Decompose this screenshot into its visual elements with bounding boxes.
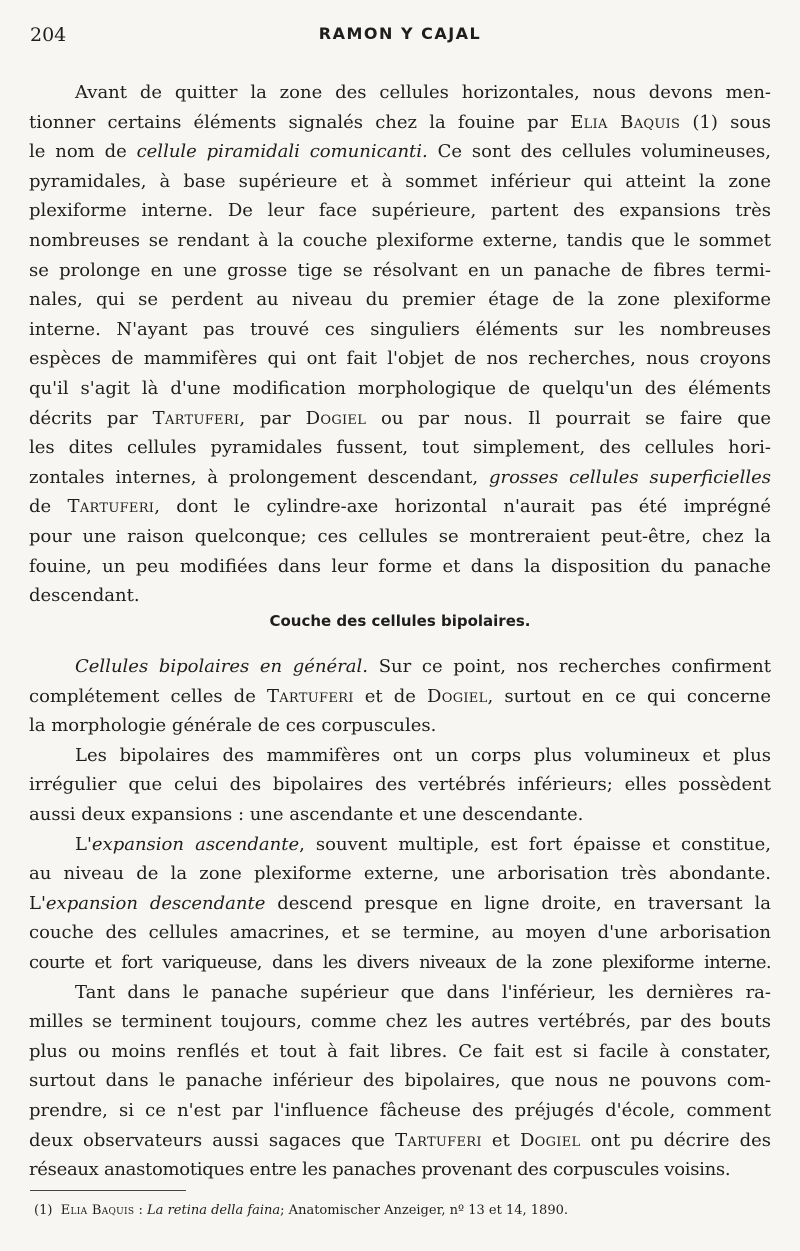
author-name: Tartuferi	[67, 496, 155, 518]
text-line: la morphologie générale de ces corpuscules.	[29, 715, 437, 737]
text-line: nales, qui se perdent au niveau du premier étage de la zone plexiforme	[29, 289, 771, 311]
text-run: ou par nous. Il pourrait se faire que	[366, 407, 771, 429]
text-line: milles se terminent toujours, comme chez les autres vertébrés, par des bouts	[29, 1011, 771, 1033]
text-run: le nom de	[29, 141, 137, 163]
page-header	[30, 24, 770, 50]
text-run: et de	[353, 685, 427, 707]
text-line: Avant de quitter la zone des cellules horizontales, nous devons men-	[75, 82, 771, 103]
text-line	[29, 137, 771, 167]
text-line	[29, 1126, 771, 1156]
author-name: Dogiel	[305, 407, 367, 429]
text-line: qu'il s'agit là d'une modification morphologique de quelqu'un des éléments	[29, 377, 771, 399]
text-line: nombreuses se rendant à la couche plexiforme externe, tandis que le sommet	[29, 229, 771, 251]
text-line: surtout dans le panache inférieur des bipolaires, que nous ne pouvons com-	[29, 1070, 771, 1092]
text-line: les dites cellules pyramidales fussent, tout simplement, des cellules hori-	[29, 437, 771, 459]
text-line	[29, 652, 771, 682]
text-line: se prolonge en une grosse tige se résolvant en un panache de fibres termi-	[29, 259, 771, 281]
text-run: de	[29, 496, 68, 518]
section-heading: Couche des cellules bipolaires.	[269, 612, 531, 630]
author-name: Elia Baquis	[570, 111, 681, 133]
footnote-author: Elia Baquis	[60, 1203, 135, 1218]
text-run: , souvent multiple, est fort épaisse et constitue,	[299, 833, 771, 855]
text-line	[29, 682, 771, 712]
footnote-ref: (1) sous	[680, 111, 771, 133]
text-run: ont pu décrire des	[580, 1129, 771, 1151]
footnote	[34, 1203, 568, 1218]
text-line: réseaux anastomotiques entre les panaches provenant des corpuscules voisins.	[29, 1159, 731, 1181]
author-name: Tartuferi	[152, 407, 240, 429]
footnote-title: La retina della faina	[147, 1203, 281, 1218]
text-run: descend presque en ligne droite, en traversant la	[265, 892, 771, 914]
text-run: Ce sont des cellules volumineuses,	[427, 141, 771, 163]
italic-term: expansion ascendante	[91, 833, 300, 855]
text-run: décrits par	[29, 407, 153, 429]
text-line	[29, 889, 771, 919]
text-run: tionner certains éléments signalés chez la fouine par	[29, 111, 571, 133]
footnote-divider	[30, 1190, 186, 1191]
text-line	[29, 404, 771, 434]
text-run: et	[481, 1129, 520, 1151]
text-run: complétement celles de	[29, 685, 267, 707]
paragraph-horizontal-cells	[29, 78, 771, 611]
italic-term: expansion descendante	[45, 892, 266, 914]
author-name: Tartuferi	[395, 1129, 482, 1151]
text-line: fouine, un peu modifiées dans leur forme et dans la disposition du panache	[29, 555, 771, 577]
text-line: couche des cellules amacrines, et se termine, au moyen d'une arborisation	[29, 922, 771, 944]
text-run: zontales internes, à prolongement descendant,	[29, 466, 489, 488]
italic-term: cellule piramidali comunicanti.	[136, 141, 428, 163]
text-line: plus ou moins renflés et tout à fait libres. Ce fait est si facile à constater,	[29, 1040, 771, 1062]
text-line: irrégulier que celui des bipolaires des vertébrés inférieurs; elles possèdent	[29, 774, 771, 796]
text-run: L'	[75, 833, 92, 855]
footnote-citation: ; Anatomischer Anzeiger, nº 13 et 14, 1890.	[280, 1203, 568, 1218]
text-line: au niveau de la zone plexiforme externe, une arborisation très abondante.	[29, 863, 771, 885]
footnote-marker: (1)	[34, 1203, 53, 1218]
footnote-separator: :	[134, 1203, 148, 1218]
running-title: RAMON Y CAJAL	[318, 24, 482, 43]
text-line: espèces de mammifères qui ont fait l'objet de nos recherches, nous croyons	[29, 348, 771, 370]
page-number: 204	[30, 24, 67, 46]
text-line: pyramidales, à base supérieure et à sommet inférieur qui atteint la zone	[29, 170, 771, 192]
text-run: Sur ce point, nos recherches confirment	[368, 656, 771, 677]
text-run: , dont le cylindre-axe horizontal n'aurait pas été imprégné	[154, 496, 771, 518]
text-line: interne. N'ayant pas trouvé ces singuliers éléments sur les nombreuses	[29, 318, 771, 340]
text-line: Les bipolaires des mammifères ont un corps plus volumineux et plus	[75, 744, 771, 766]
text-line	[29, 492, 771, 522]
text-line: pour une raison quelconque; ces cellules se montreraient peut-être, chez la	[29, 525, 771, 547]
author-name: Dogiel	[427, 685, 488, 707]
text-run: deux observateurs aussi sagaces que	[29, 1129, 396, 1151]
text-line	[29, 108, 771, 138]
text-line	[29, 463, 771, 493]
italic-term: Cellules bipolaires en général.	[75, 656, 369, 677]
text-line: courte et fort variqueuse, dans les divers niveaux de la zone plexiforme interne.	[29, 951, 771, 973]
author-name: Tartuferi	[266, 685, 354, 707]
text-line: plexiforme interne. De leur face supérieure, partent des expansions très	[29, 200, 771, 222]
italic-term: grosses cellules superficielles	[488, 466, 771, 488]
text-line: Tant dans le panache supérieur que dans l'inférieur, les dernières ra-	[75, 981, 771, 1003]
text-line: aussi deux expansions : une ascendante et une descendante.	[29, 803, 584, 825]
text-run: L'	[29, 892, 46, 914]
text-run: , surtout en ce qui concerne	[487, 685, 771, 707]
text-line: descendant.	[29, 585, 140, 607]
section-body-bipolar	[29, 652, 771, 1185]
text-run: , par	[239, 407, 306, 429]
text-line	[29, 830, 771, 860]
author-name: Dogiel	[519, 1129, 581, 1151]
text-line: prendre, si ce n'est par l'influence fâcheuse des préjugés d'école, comment	[29, 1099, 771, 1121]
